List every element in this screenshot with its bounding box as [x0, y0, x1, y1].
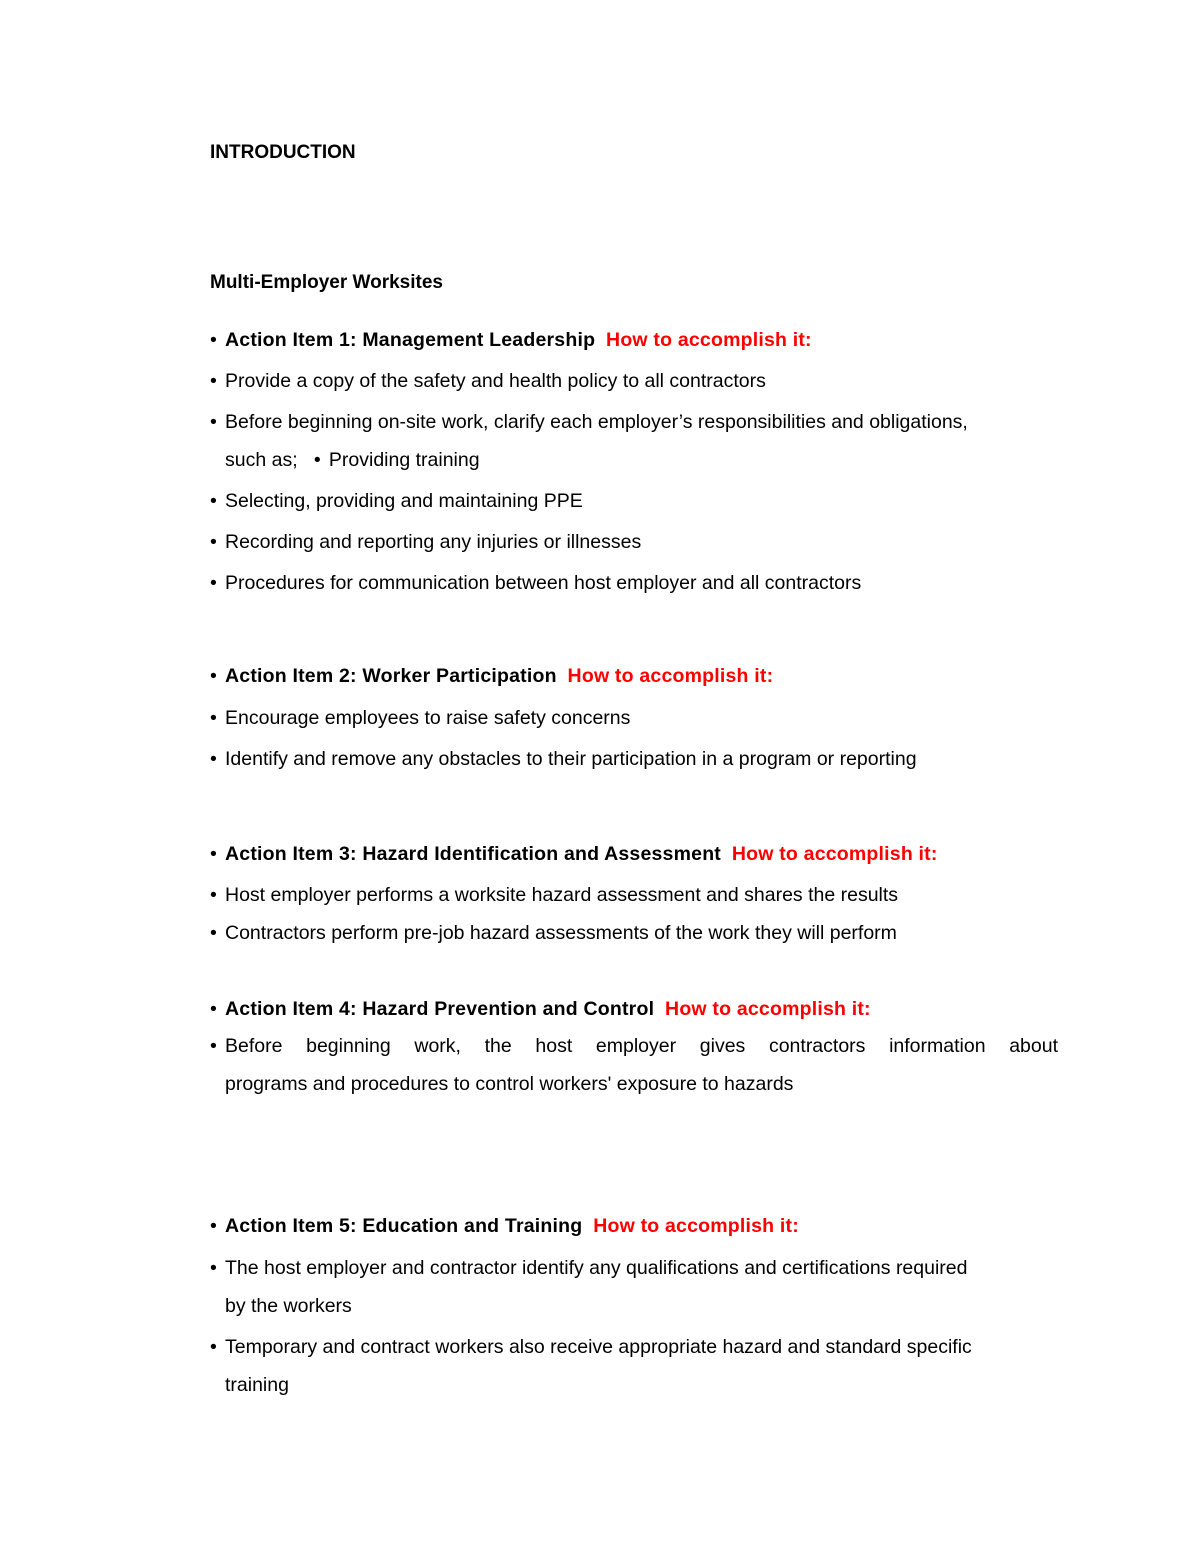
list-item — [210, 747, 1058, 771]
list-item-text: Before beginning on-site work, clarify each employer’s responsibilities and obligations, — [225, 411, 968, 433]
list-item-text: Contractors perform pre-job hazard assessments of the work they will perform — [225, 922, 897, 944]
action-item-1-heading — [210, 328, 1058, 352]
list-item-text: Selecting, providing and maintaining PPE — [225, 490, 583, 512]
list-item-continuation — [210, 1072, 1073, 1096]
list-item-continuation — [210, 1373, 1073, 1397]
bullet: • — [210, 998, 217, 1020]
list-item — [210, 489, 1058, 513]
list-item — [210, 706, 1058, 730]
bullet: • — [210, 748, 217, 770]
bullet: • — [210, 707, 217, 729]
bullet: • — [210, 665, 217, 687]
bullet: • — [210, 329, 217, 351]
how-to-accomplish-label: How to accomplish it: — [665, 998, 871, 1020]
list-item — [210, 1034, 1058, 1058]
action-item-3-heading — [210, 842, 1058, 866]
how-to-accomplish-label: How to accomplish it: — [731, 843, 938, 865]
action-item-2-heading — [210, 664, 1058, 688]
list-item-text: Encourage employees to raise safety concerns — [225, 707, 631, 729]
bullet: • — [210, 411, 217, 433]
list-item — [210, 1256, 1058, 1280]
bullet: • — [210, 884, 217, 906]
list-item — [210, 571, 1058, 595]
bullet: • — [210, 1257, 217, 1279]
bullet: • — [210, 843, 217, 865]
bullet: • — [210, 1215, 217, 1237]
list-item-text: Identify and remove any obstacles to their participation in a program or reporting — [225, 748, 917, 770]
bullet: • — [210, 1336, 217, 1358]
list-item — [210, 530, 1058, 554]
bullet: • — [210, 572, 217, 594]
list-item-continuation — [210, 1294, 1073, 1318]
bullet: • — [210, 922, 217, 944]
list-item — [210, 921, 1058, 945]
action-item-5-title: Action Item 5: Education and Training — [225, 1215, 583, 1237]
list-item-text: Temporary and contract workers also receive appropriate hazard and standard specific — [225, 1336, 972, 1358]
list-item-text: programs and procedures to control workers' exposure to hazards — [225, 1073, 794, 1095]
action-item-4-heading — [210, 997, 1058, 1021]
list-item-text: by the workers — [225, 1295, 352, 1317]
action-item-2-title: Action Item 2: Worker Participation — [225, 665, 557, 687]
action-item-5-heading — [210, 1214, 1058, 1238]
bullet: • — [210, 531, 217, 553]
list-item-text: such as; — [225, 449, 298, 471]
list-item — [210, 369, 1058, 393]
how-to-accomplish-label: How to accomplish it: — [606, 329, 812, 351]
list-item-text: training — [225, 1374, 289, 1396]
list-item-text: Before beginning work, the host employer gives contractors information about — [225, 1035, 1058, 1057]
list-item — [210, 410, 1058, 434]
list-item-text: Providing training — [328, 449, 480, 471]
action-item-1-title: Action Item 1: Management Leadership — [225, 329, 596, 351]
bullet: • — [210, 1035, 217, 1057]
bullet: • — [210, 370, 217, 392]
how-to-accomplish-label: How to accomplish it: — [567, 665, 774, 687]
list-item-text: Provide a copy of the safety and health policy to all contractors — [225, 370, 766, 392]
bullet: • — [210, 490, 217, 512]
list-item-text: Recording and reporting any injuries or illnesses — [225, 531, 642, 553]
list-item — [210, 883, 1058, 907]
bullet: • — [313, 449, 321, 471]
action-item-3-title: Action Item 3: Hazard Identification and Assessment — [225, 843, 721, 865]
action-item-4-title: Action Item 4: Hazard Prevention and Control — [225, 998, 655, 1020]
list-item-text: Host employer performs a worksite hazard assessment and shares the results — [225, 884, 899, 906]
list-item-continuation — [210, 448, 1073, 472]
list-item-text: Procedures for communication between host employer and all contractors — [225, 572, 862, 594]
how-to-accomplish-label: How to accomplish it: — [593, 1215, 799, 1237]
section-title: Multi-Employer Worksites — [210, 272, 443, 293]
list-item — [210, 1335, 1058, 1359]
page-title: INTRODUCTION — [210, 142, 356, 163]
list-item-text: The host employer and contractor identify any qualifications and certifications required — [225, 1257, 968, 1279]
